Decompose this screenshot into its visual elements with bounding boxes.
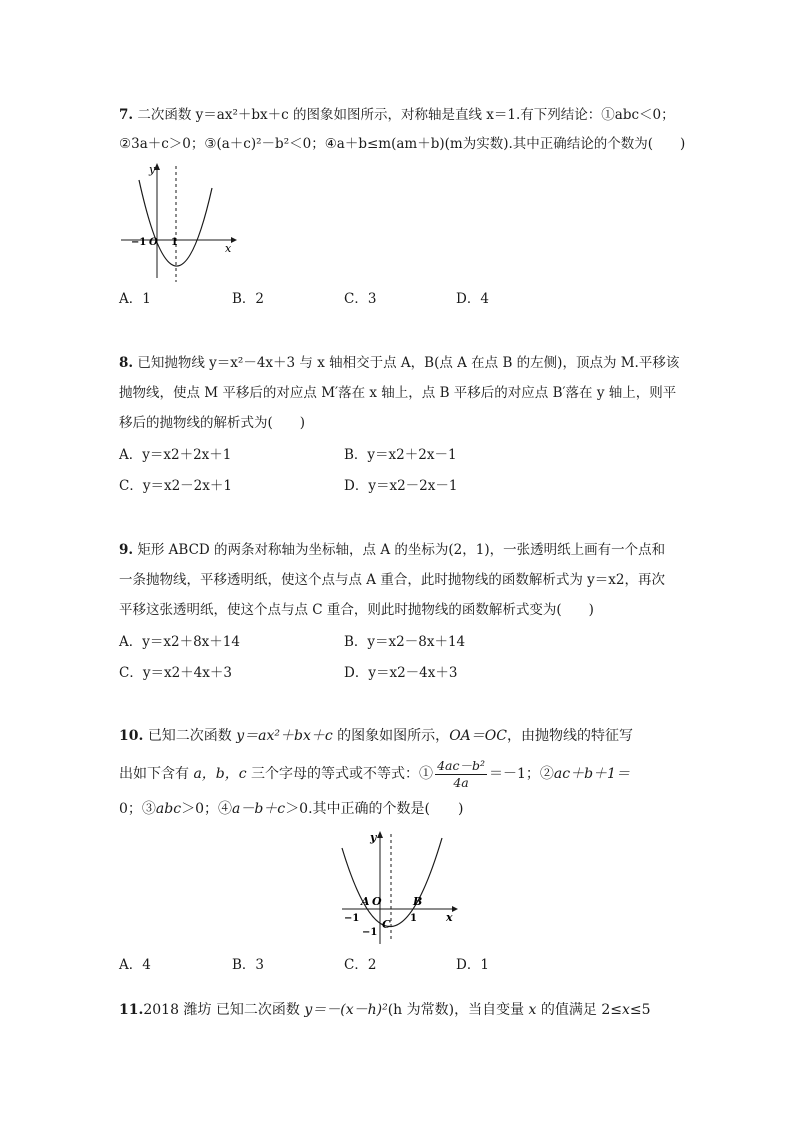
q10-option-b[interactable]: B．3 xyxy=(232,957,265,973)
q10-frac-bottom: 4a xyxy=(453,774,469,790)
q7-line1 xyxy=(119,105,675,125)
q7-graph-y-label: y xyxy=(149,163,156,176)
q11-number: 11. xyxy=(119,1002,144,1018)
q11-var2: x xyxy=(622,1002,630,1018)
q11-formula: y＝－(x－h)² xyxy=(304,1002,388,1018)
q10-graph-y-label: y xyxy=(370,831,377,844)
q10-graph-neg1-y: −1 xyxy=(362,927,378,938)
q10-graph-origin: O xyxy=(372,895,382,908)
q9-number: 9. xyxy=(119,542,134,558)
q8-line3: 移后的抛物线的解析式为( ) xyxy=(119,415,306,431)
q7-text-line1: 二次函数 y＝ax²＋bx＋c 的图象如图所示，对称轴是直线 x＝1.有下列结论：①abc＜0； xyxy=(137,107,675,123)
q9-line3: 平移这张透明纸，使这个点与点 C 重合，则此时抛物线的函数解析式变为( ) xyxy=(119,602,594,618)
q9-option-a[interactable]: A．y＝x2＋8x＋14 xyxy=(119,634,240,650)
q10-graph-point-b: B xyxy=(413,895,423,908)
q10-graph-x-label: x xyxy=(446,911,453,924)
q11-line1 xyxy=(119,1000,651,1020)
q10-text-a: 已知二次函数 xyxy=(147,728,237,744)
q10-text-b: 的图象如图所示， xyxy=(332,728,450,744)
q8-number: 8. xyxy=(119,355,134,371)
q8-option-a[interactable]: A．y＝x2＋2x＋1 xyxy=(119,447,232,463)
q8-text-line1: 已知抛物线 y＝x²－4x＋3 与 x 轴相交于点 A，B(点 A 在点 B 的左侧)，顶点为 M.平移该 xyxy=(137,355,680,371)
q7-graph-neg1: −1 xyxy=(131,237,147,248)
q10-option-c[interactable]: C．2 xyxy=(344,957,377,973)
q10-graph-point-c: C xyxy=(382,918,391,931)
q10-text-c: ，由抛物线的特征写 xyxy=(506,728,633,744)
q9-line2: 一条抛物线，平移透明纸，使这个点与点 A 重合，此时抛物线的函数解析式为 y＝x2，再次 xyxy=(119,572,665,588)
q10-oa-oc: OA＝OC xyxy=(449,728,507,744)
q8-line2: 抛物线，使点 M 平移后的对应点 M′落在 x 轴上，点 B 平移后的对应点 B′落在 y 轴上，则平 xyxy=(119,385,677,401)
q8-option-d[interactable]: D．y＝x2－2x－1 xyxy=(344,478,458,494)
q9-option-d[interactable]: D．y＝x2－4x＋3 xyxy=(344,665,458,681)
q11-var: x xyxy=(528,1002,537,1018)
q10-frac-top: 4ac－b² xyxy=(437,757,485,773)
q10-line3-e: ＞0.其中正确的个数是( ) xyxy=(285,801,464,817)
q10-option-a[interactable]: A．4 xyxy=(119,957,151,973)
q10-graph-neg1-x: −1 xyxy=(344,913,360,924)
q10-option-d[interactable]: D．1 xyxy=(456,957,489,973)
q7-parabola-graph xyxy=(119,160,237,282)
q9-line1 xyxy=(119,540,665,560)
q10-line1 xyxy=(119,726,633,746)
q7-line2: ②3a＋c＞0；③(a＋c)²－b²＜0；④a＋b≤m(am＋b)(m为实数).其中正确结论的个数为( ) xyxy=(119,136,686,152)
q7-graph-x-label: x xyxy=(225,242,232,255)
q10-letters: a，b，c xyxy=(193,766,247,782)
q10-line3-d: a－b＋c xyxy=(232,801,286,817)
q11-text-a: 2018 潍坊 已知二次函数 xyxy=(143,1002,305,1018)
q10-line3 xyxy=(119,799,463,819)
q9-option-b[interactable]: B．y＝x2－8x＋14 xyxy=(344,634,466,650)
q10-line2-d: ac＋b＋1＝ xyxy=(553,766,630,782)
q8-line1 xyxy=(119,353,679,373)
q10-line3-b: abc xyxy=(155,801,182,817)
q10-line2-b: 三个字母的等式或不等式：① xyxy=(246,766,434,782)
q10-graph-point-a: A xyxy=(361,895,370,908)
q11-text-c: 的值满足 2≤ xyxy=(536,1002,622,1018)
q9-text-line1: 矩形 ABCD 的两条对称轴为坐标轴，点 A 的坐标为(2，1)，一张透明纸上画有一个点和 xyxy=(137,542,666,558)
q8-option-c[interactable]: C．y＝x2－2x＋1 xyxy=(119,478,232,494)
q10-line2-c: ＝－1；② xyxy=(488,766,554,782)
q10-parabola-graph xyxy=(334,828,462,946)
q8-option-b[interactable]: B．y＝x2＋2x－1 xyxy=(344,447,457,463)
q7-option-d[interactable]: D．4 xyxy=(456,291,489,307)
q11-text-b: (h 为常数)，当自变量 xyxy=(387,1002,529,1018)
q9-option-c[interactable]: C．y＝x2＋4x＋3 xyxy=(119,665,232,681)
q10-line2-a: 出如下含有 xyxy=(119,766,194,782)
q10-number: 10. xyxy=(119,728,144,744)
q7-graph-one: 1 xyxy=(171,237,178,248)
q10-line3-a: 0；③ xyxy=(119,801,156,817)
q10-graph-one: 1 xyxy=(410,913,417,924)
q7-number: 7. xyxy=(119,107,134,123)
q10-line2 xyxy=(119,754,630,794)
q10-fraction xyxy=(435,758,487,791)
q10-formula: y＝ax²＋bx＋c xyxy=(236,728,333,744)
q11-text-d: ≤5 xyxy=(629,1002,651,1018)
q7-option-c[interactable]: C．3 xyxy=(344,291,377,307)
q7-graph-origin: O xyxy=(149,237,158,248)
q7-option-b[interactable]: B．2 xyxy=(232,291,265,307)
q10-line3-c: ＞0；④ xyxy=(181,801,232,817)
q7-option-a[interactable]: A．1 xyxy=(119,291,151,307)
